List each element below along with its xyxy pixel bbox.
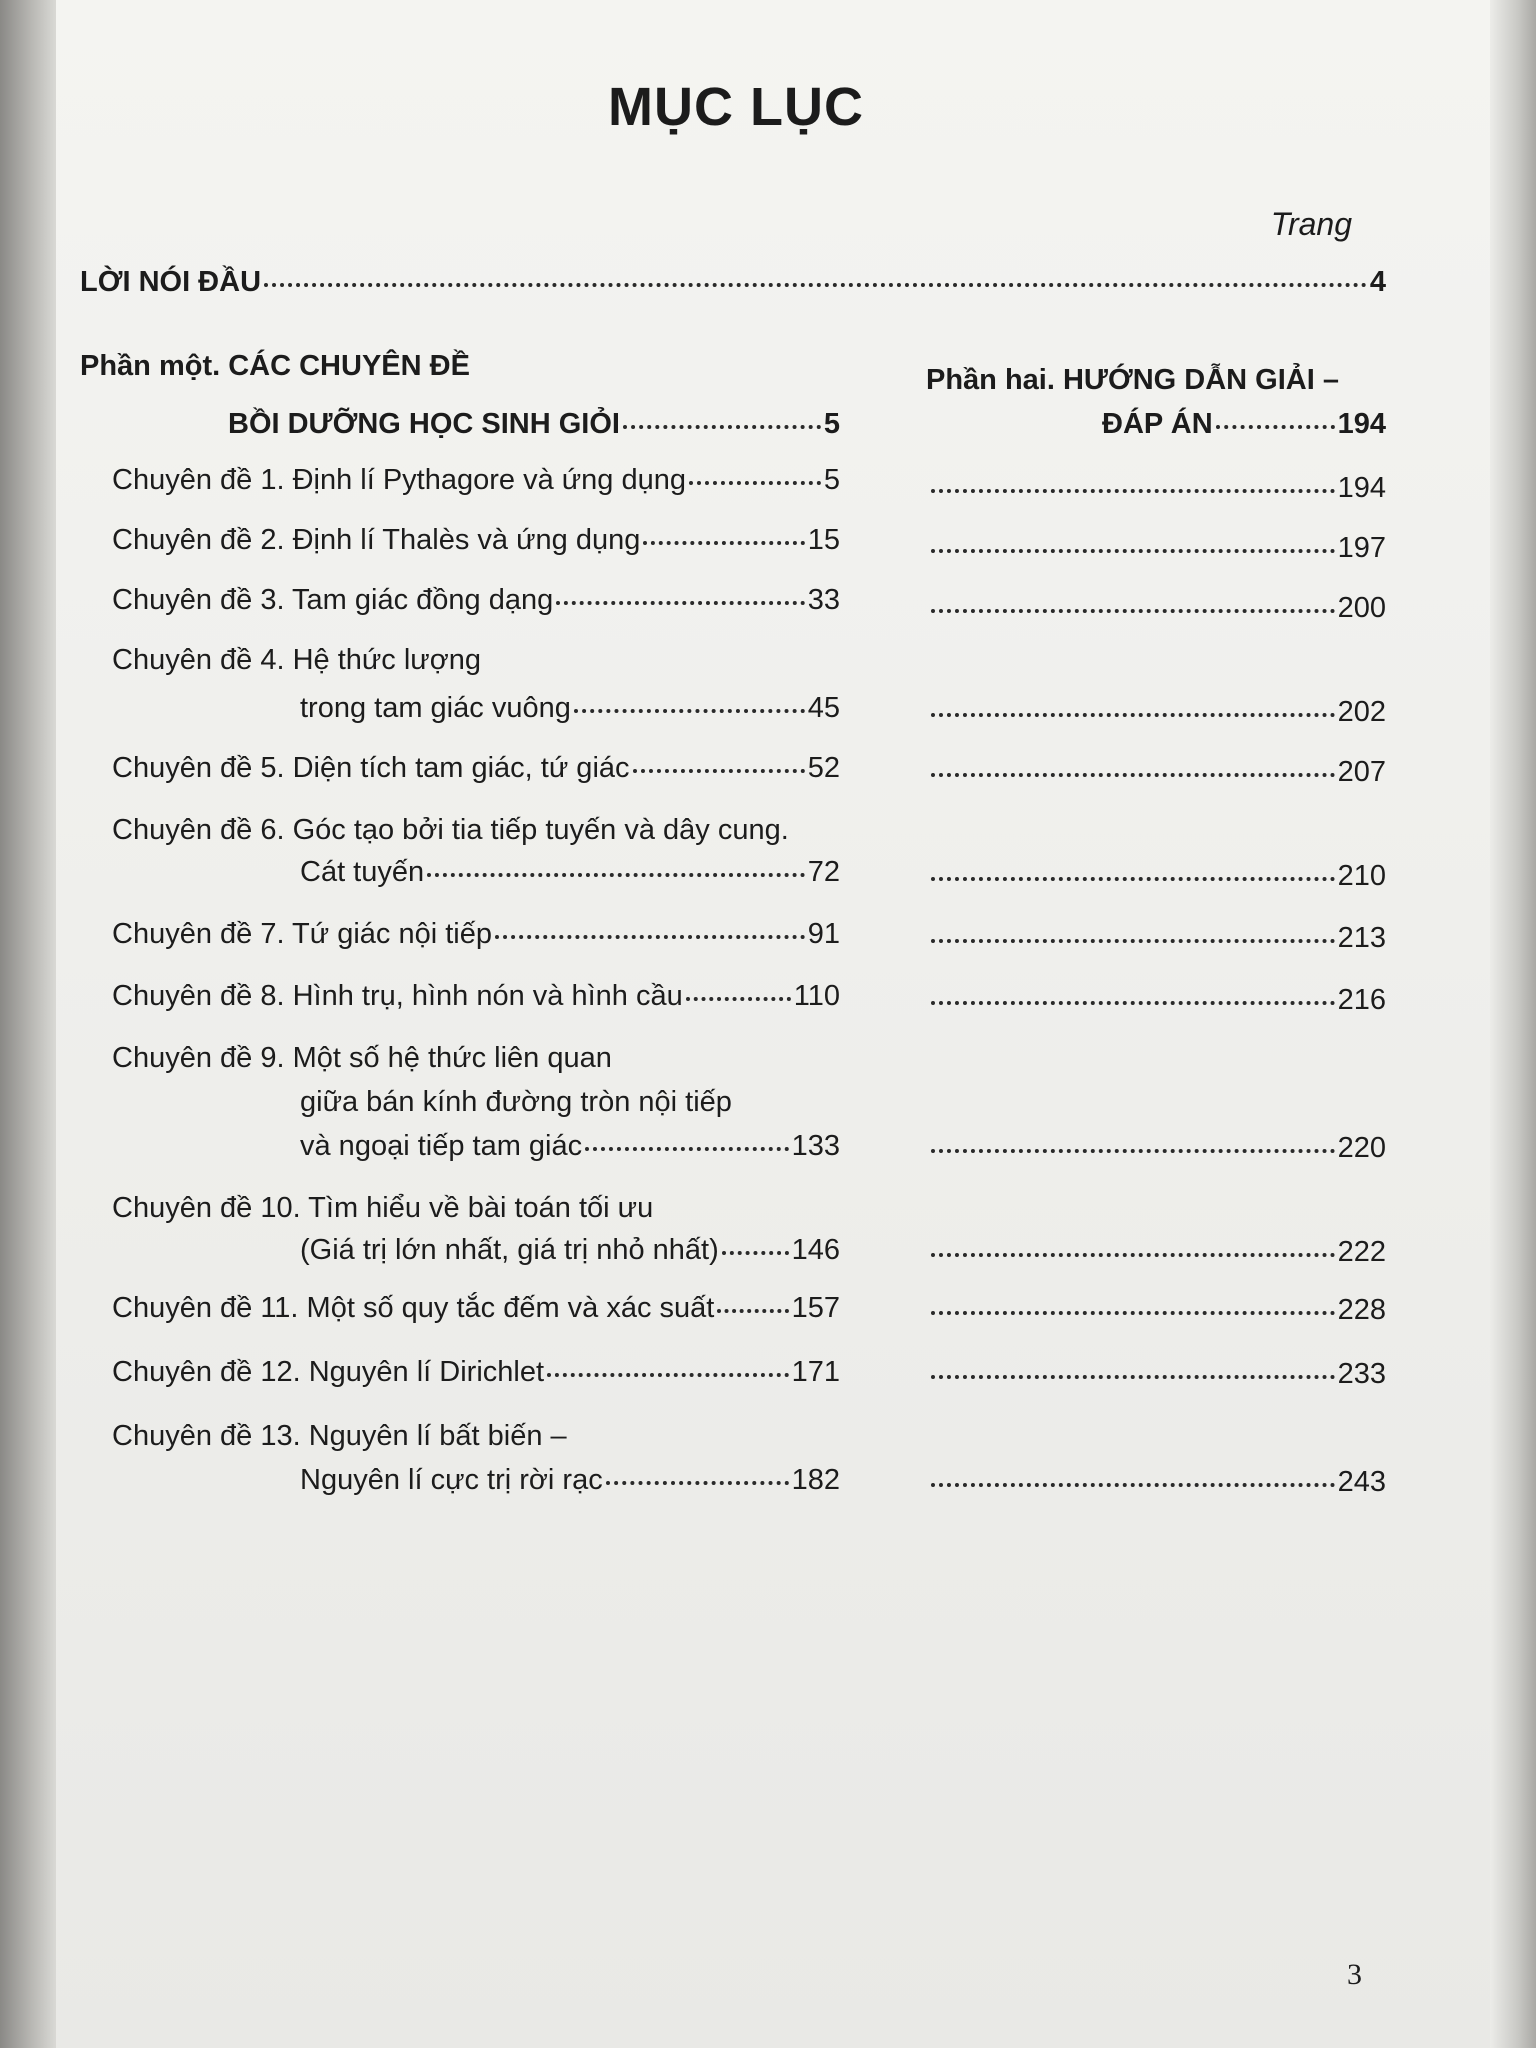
leader-dots <box>633 769 805 773</box>
chapter-page: 110 <box>793 980 840 1012</box>
leader-dots <box>264 283 1367 287</box>
toc-chapter[interactable] <box>112 524 840 557</box>
toc-part-two[interactable] <box>1102 408 1386 441</box>
leader-dots <box>623 425 821 429</box>
chapter-title: Chuyên đề 11. Một số quy tắc đếm và xác suất <box>112 1292 715 1324</box>
chapter-title: Chuyên đề 9. Một số hệ thức liên quan <box>112 1042 612 1074</box>
leader-dots <box>1216 425 1335 429</box>
page-column-header: Trang <box>1270 206 1352 242</box>
leader-dots <box>931 713 1335 717</box>
book-page <box>56 0 1490 2048</box>
toc-chapter[interactable] <box>112 918 840 951</box>
leader-dots <box>717 1309 788 1313</box>
toc-chapter[interactable] <box>300 1464 840 1497</box>
chapter-page: 5 <box>823 464 840 496</box>
toc-chapter[interactable] <box>112 980 840 1013</box>
part-one-page: 5 <box>823 408 840 440</box>
chapter-title: Chuyên đề 6. Góc tạo bởi tia tiếp tuyến và dây cung. <box>112 814 789 846</box>
toc-chapter[interactable] <box>300 692 840 725</box>
chapter-title-cont: (Giá trị lớn nhất, giá trị nhỏ nhất) <box>300 1234 719 1266</box>
answer-page: 220 <box>1337 1132 1386 1164</box>
answer-page: 210 <box>1337 860 1386 892</box>
chapter-title: Chuyên đề 3. Tam giác đồng dạng <box>112 584 554 616</box>
toc-answer[interactable] <box>928 592 1386 625</box>
chapter-title-cont: và ngoại tiếp tam giác <box>300 1130 583 1162</box>
answer-page: 233 <box>1337 1358 1386 1390</box>
leader-dots <box>427 873 805 877</box>
chapter-page: 133 <box>791 1130 840 1162</box>
toc-answer[interactable] <box>928 922 1386 955</box>
chapter-title: Chuyên đề 1. Định lí Pythagore và ứng dụng <box>112 464 687 496</box>
toc-answer[interactable] <box>928 1466 1386 1499</box>
chapter-title: Chuyên đề 10. Tìm hiểu về bài toán tối ưu <box>112 1192 654 1224</box>
chapter-title-cont: Cát tuyến <box>300 856 425 888</box>
chapter-title: Chuyên đề 5. Diện tích tam giác, tứ giác <box>112 752 630 784</box>
toc-chapter[interactable] <box>300 1234 840 1267</box>
leader-dots <box>547 1373 789 1377</box>
chapter-title: Chuyên đề 7. Tứ giác nội tiếp <box>112 918 493 950</box>
leader-dots <box>931 1001 1335 1005</box>
page-title: MỤC LỤC <box>608 77 864 137</box>
answer-page: 216 <box>1337 984 1386 1016</box>
toc-part-one[interactable] <box>228 408 840 441</box>
answer-page: 202 <box>1337 696 1386 728</box>
leader-dots <box>686 997 791 1001</box>
toc-answer[interactable] <box>928 1236 1386 1269</box>
chapter-title: Chuyên đề 4. Hệ thức lượng <box>112 644 481 676</box>
leader-dots <box>931 1149 1335 1153</box>
toc-answer[interactable] <box>928 1132 1386 1165</box>
part-two-heading: Phần hai. HƯỚNG DẪN GIẢI – <box>926 364 1339 396</box>
leader-dots <box>574 709 805 713</box>
leader-dots <box>931 489 1335 493</box>
leader-dots <box>931 1253 1335 1257</box>
leader-dots <box>931 939 1335 943</box>
chapter-title-cont: trong tam giác vuông <box>300 692 571 724</box>
leader-dots <box>606 1481 789 1485</box>
answer-page: 228 <box>1337 1294 1386 1326</box>
toc-chapter[interactable] <box>300 856 840 889</box>
page-edge-shadow <box>1490 0 1536 2048</box>
chapter-page: 146 <box>791 1234 840 1266</box>
book-spine-shadow <box>0 0 58 2048</box>
answer-page: 194 <box>1337 472 1386 504</box>
leader-dots <box>931 773 1335 777</box>
chapter-page: 52 <box>807 752 840 784</box>
toc-preface-label: LỜI NÓI ĐẦU <box>80 266 262 298</box>
toc-chapter[interactable] <box>300 1130 840 1163</box>
chapter-page: 91 <box>807 918 840 950</box>
toc-answer[interactable] <box>928 532 1386 565</box>
toc-answer[interactable] <box>928 696 1386 729</box>
leader-dots <box>722 1251 789 1255</box>
chapter-title-cont: giữa bán kính đường tròn nội tiếp <box>300 1086 732 1118</box>
toc-chapter[interactable] <box>112 464 840 497</box>
chapter-page: 171 <box>791 1356 840 1388</box>
leader-dots <box>643 541 804 545</box>
chapter-page: 15 <box>807 524 840 556</box>
toc-chapter[interactable] <box>112 752 840 785</box>
toc-answer[interactable] <box>928 756 1386 789</box>
toc-answer[interactable] <box>928 860 1386 893</box>
leader-dots <box>495 935 805 939</box>
leader-dots <box>689 481 821 485</box>
part-two-page: 194 <box>1337 408 1386 440</box>
chapter-page: 45 <box>807 692 840 724</box>
toc-chapter[interactable] <box>112 1292 840 1325</box>
page-number: 3 <box>1347 1958 1362 1991</box>
leader-dots <box>931 609 1335 613</box>
chapter-page: 72 <box>807 856 840 888</box>
leader-dots <box>556 601 805 605</box>
leader-dots <box>585 1147 788 1151</box>
toc-chapter[interactable] <box>112 1356 840 1389</box>
chapter-title: Chuyên đề 12. Nguyên lí Dirichlet <box>112 1356 545 1388</box>
leader-dots <box>931 549 1335 553</box>
chapter-page: 157 <box>791 1292 840 1324</box>
chapter-page: 33 <box>807 584 840 616</box>
answer-page: 207 <box>1337 756 1386 788</box>
chapter-title: Chuyên đề 2. Định lí Thalès và ứng dụng <box>112 524 641 556</box>
toc-answer[interactable] <box>928 984 1386 1017</box>
toc-answer[interactable] <box>928 472 1386 505</box>
toc-preface-page: 4 <box>1369 266 1386 298</box>
chapter-title-cont: Nguyên lí cực trị rời rạc <box>300 1464 603 1496</box>
toc-preface[interactable] <box>80 266 1386 299</box>
leader-dots <box>931 1483 1335 1487</box>
answer-page: 222 <box>1337 1236 1386 1268</box>
answer-page: 243 <box>1337 1466 1386 1498</box>
toc-chapter[interactable] <box>112 584 840 617</box>
chapter-page: 182 <box>791 1464 840 1496</box>
part-one-heading: Phần một. CÁC CHUYÊN ĐỀ <box>80 350 470 382</box>
answer-page: 200 <box>1337 592 1386 624</box>
leader-dots <box>931 877 1335 881</box>
answer-page: 197 <box>1337 532 1386 564</box>
part-one-subtitle: BỒI DƯỠNG HỌC SINH GIỎI <box>228 408 620 440</box>
toc-answer[interactable] <box>928 1294 1386 1327</box>
toc-answer[interactable] <box>928 1358 1386 1391</box>
leader-dots <box>931 1311 1335 1315</box>
part-two-subtitle: ĐÁP ÁN <box>1102 408 1213 440</box>
answer-page: 213 <box>1337 922 1386 954</box>
chapter-title: Chuyên đề 13. Nguyên lí bất biến – <box>112 1420 567 1452</box>
leader-dots <box>931 1375 1335 1379</box>
chapter-title: Chuyên đề 8. Hình trụ, hình nón và hình cầu <box>112 980 683 1012</box>
